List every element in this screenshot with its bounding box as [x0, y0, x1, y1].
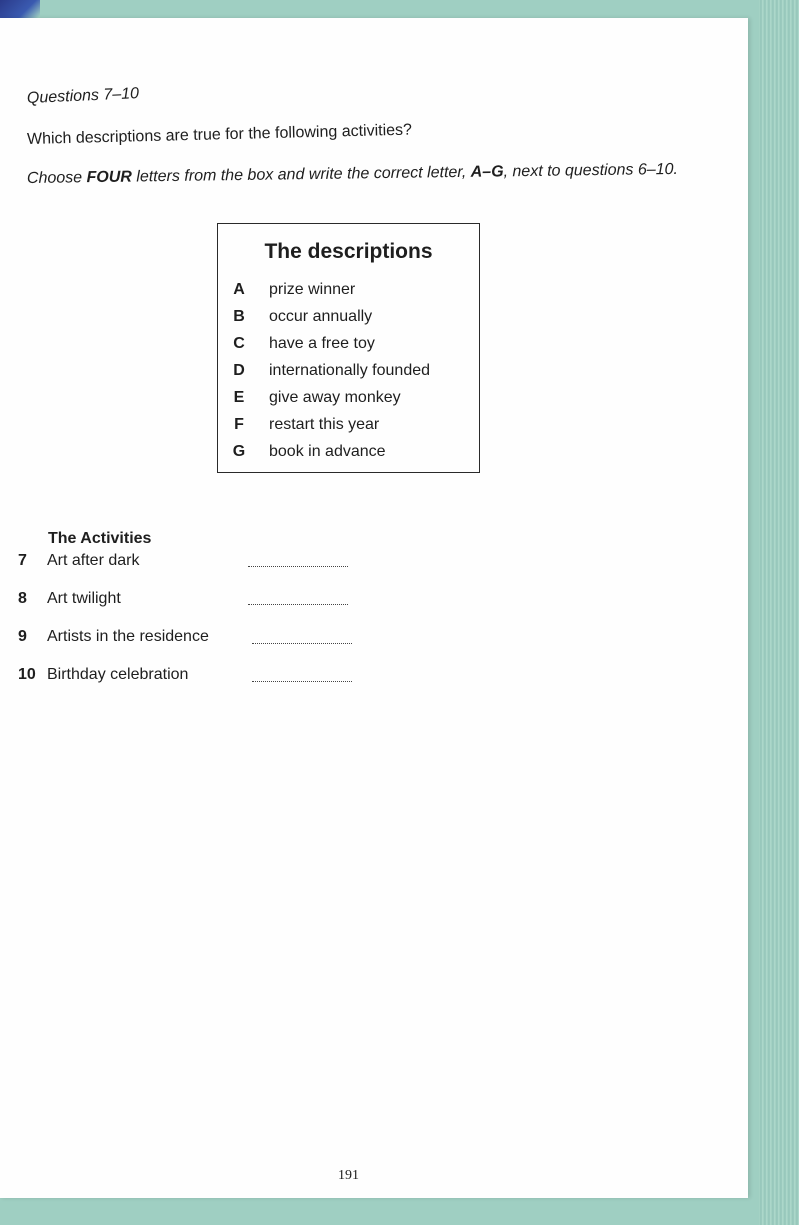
description-text: internationally founded	[269, 362, 431, 379]
activity-number: 7	[18, 552, 27, 569]
instruction-text: , next to questions 6–10.	[503, 160, 679, 181]
activity-row	[0, 628, 400, 650]
description-item	[218, 335, 479, 361]
description-letter: D	[233, 362, 245, 379]
description-text: prize winner	[269, 281, 356, 298]
answer-blank[interactable]	[248, 566, 348, 567]
instruction-text: Choose	[26, 169, 87, 187]
activities-heading: The Activities	[48, 530, 152, 547]
answer-blank[interactable]	[248, 604, 348, 605]
description-text: have a free toy	[269, 335, 375, 352]
description-item	[218, 281, 479, 307]
description-item	[218, 416, 479, 442]
description-letter: F	[234, 416, 244, 433]
activity-number: 9	[18, 628, 27, 645]
description-text: give away monkey	[269, 389, 401, 406]
descriptions-box	[217, 223, 480, 473]
description-text: restart this year	[269, 416, 380, 433]
answer-blank[interactable]	[252, 681, 352, 682]
description-item	[218, 443, 479, 469]
activity-name: Birthday celebration	[47, 666, 189, 683]
instruction-text: letters from the box and write the correct letter,	[131, 163, 471, 186]
description-letter: B	[233, 308, 245, 325]
description-letter: E	[233, 389, 245, 406]
instruction-line-1: Which descriptions are true for the following activities?	[26, 121, 413, 148]
page-edges	[759, 0, 799, 1225]
activity-number: 10	[18, 666, 36, 683]
description-item	[218, 308, 479, 334]
activity-name: Artists in the residence	[47, 628, 209, 645]
instruction-emphasis: A–G	[470, 163, 504, 181]
instruction-emphasis: FOUR	[86, 168, 133, 187]
questions-heading: Questions 7–10	[26, 85, 140, 107]
descriptions-title: The descriptions	[264, 240, 433, 263]
description-item	[218, 362, 479, 388]
activity-name: Art after dark	[47, 552, 140, 569]
activity-row	[0, 590, 400, 612]
description-text: book in advance	[269, 443, 386, 460]
description-letter: G	[232, 443, 246, 460]
activity-number: 8	[18, 590, 27, 607]
activity-row	[0, 666, 400, 688]
instruction-line-2	[27, 161, 678, 188]
description-text: occur annually	[269, 308, 373, 325]
answer-blank[interactable]	[252, 643, 352, 644]
description-item	[218, 389, 479, 415]
description-letter: A	[233, 281, 245, 298]
page-number: 191	[338, 1168, 359, 1183]
activity-row	[0, 552, 400, 574]
description-letter: C	[233, 335, 245, 352]
book-page	[0, 18, 748, 1198]
activity-name: Art twilight	[47, 590, 121, 607]
